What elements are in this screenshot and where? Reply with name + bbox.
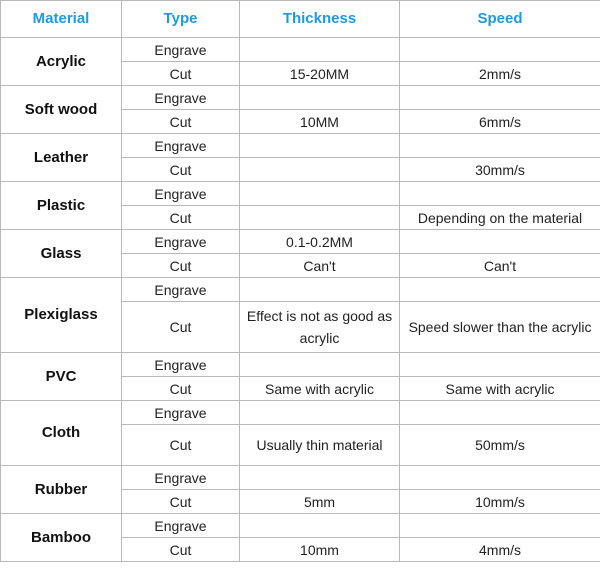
material-cell: Acrylic (1, 38, 122, 86)
type-cell: Engrave (122, 278, 240, 302)
thickness-cell (240, 206, 400, 230)
type-cell: Cut (122, 158, 240, 182)
table-row-engrave (1, 514, 600, 538)
material-cell: Glass (1, 230, 122, 278)
thickness-cell: 10mm (240, 538, 400, 562)
thickness-cell (240, 86, 400, 110)
thickness-cell: 15-20MM (240, 62, 400, 86)
type-cell: Cut (122, 377, 240, 401)
speed-cell: 6mm/s (400, 110, 600, 134)
material-cell: Plexiglass (1, 278, 122, 353)
table-row-engrave (1, 466, 600, 490)
type-cell: Engrave (122, 38, 240, 62)
speed-cell: 2mm/s (400, 62, 600, 86)
type-cell: Engrave (122, 230, 240, 254)
thickness-cell (240, 514, 400, 538)
table-row-engrave (1, 401, 600, 425)
speed-cell: 50mm/s (400, 425, 600, 466)
thickness-cell (240, 466, 400, 490)
speed-cell (400, 86, 600, 110)
material-cell: Rubber (1, 466, 122, 514)
speed-cell (400, 182, 600, 206)
table-row-engrave (1, 86, 600, 110)
material-cell: Bamboo (1, 514, 122, 562)
type-cell: Cut (122, 302, 240, 353)
type-cell: Engrave (122, 86, 240, 110)
table-row-engrave (1, 230, 600, 254)
header-row (1, 1, 600, 38)
type-cell: Engrave (122, 401, 240, 425)
type-cell: Cut (122, 538, 240, 562)
thickness-cell: Same with acrylic (240, 377, 400, 401)
type-cell: Engrave (122, 466, 240, 490)
material-cell: Cloth (1, 401, 122, 466)
type-cell: Cut (122, 490, 240, 514)
speed-cell: Speed slower than the acrylic (400, 302, 600, 353)
table-row-engrave (1, 278, 600, 302)
thickness-cell: 0.1-0.2MM (240, 230, 400, 254)
speed-cell: Can't (400, 254, 600, 278)
table-row-engrave (1, 182, 600, 206)
speed-cell (400, 134, 600, 158)
speed-cell: Depending on the material (400, 206, 600, 230)
speed-cell: 30mm/s (400, 158, 600, 182)
header-speed: Speed (400, 1, 600, 38)
thickness-cell (240, 353, 400, 377)
speed-cell: 4mm/s (400, 538, 600, 562)
thickness-cell: Can't (240, 254, 400, 278)
speed-cell (400, 230, 600, 254)
header-type: Type (122, 1, 240, 38)
header-thickness: Thickness (240, 1, 400, 38)
thickness-cell (240, 401, 400, 425)
type-cell: Engrave (122, 182, 240, 206)
material-cell: Plastic (1, 182, 122, 230)
speed-cell: 10mm/s (400, 490, 600, 514)
speed-cell (400, 38, 600, 62)
type-cell: Engrave (122, 134, 240, 158)
thickness-cell: Usually thin material (240, 425, 400, 466)
thickness-cell (240, 278, 400, 302)
material-cell: Leather (1, 134, 122, 182)
type-cell: Cut (122, 254, 240, 278)
type-cell: Cut (122, 62, 240, 86)
speed-cell (400, 353, 600, 377)
table-row-engrave (1, 134, 600, 158)
thickness-cell: 5mm (240, 490, 400, 514)
type-cell: Cut (122, 206, 240, 230)
type-cell: Cut (122, 110, 240, 134)
material-cell: Soft wood (1, 86, 122, 134)
material-cell: PVC (1, 353, 122, 401)
header-material: Material (1, 1, 122, 38)
type-cell: Cut (122, 425, 240, 466)
speed-cell (400, 278, 600, 302)
speed-cell (400, 514, 600, 538)
thickness-cell (240, 158, 400, 182)
thickness-cell (240, 182, 400, 206)
speed-cell (400, 401, 600, 425)
thickness-cell: Effect is not as good as acrylic (240, 302, 400, 353)
speed-cell (400, 466, 600, 490)
thickness-cell (240, 38, 400, 62)
thickness-cell (240, 134, 400, 158)
thickness-cell: 10MM (240, 110, 400, 134)
table-row-engrave (1, 38, 600, 62)
type-cell: Engrave (122, 514, 240, 538)
table-row-engrave (1, 353, 600, 377)
type-cell: Engrave (122, 353, 240, 377)
speed-cell: Same with acrylic (400, 377, 600, 401)
